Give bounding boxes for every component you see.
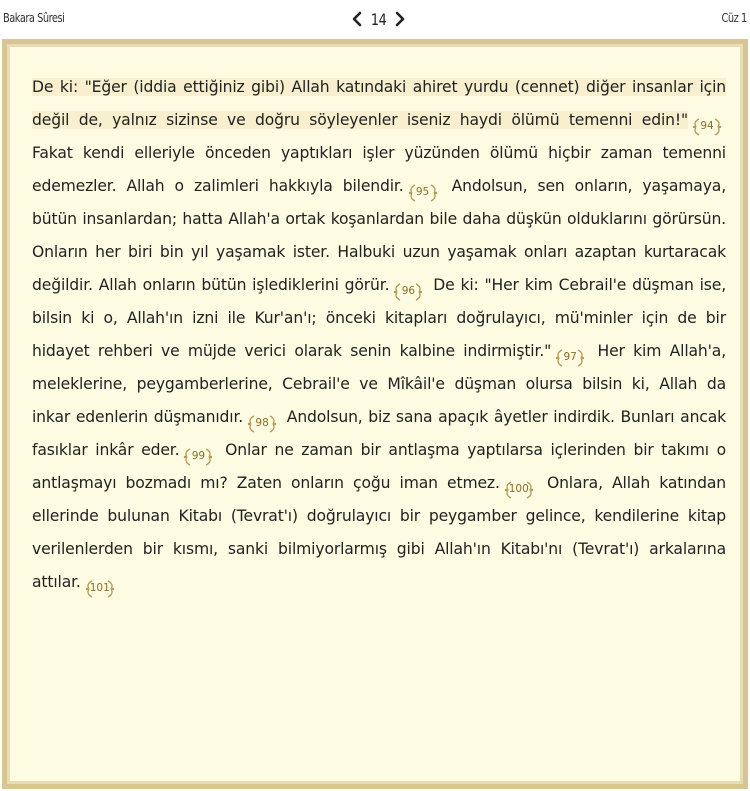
verse-text-99[interactable]: Andolsun, biz sana apaçık âyetler indirdik. Bunları ancak fasıklar inkâr eder.	[32, 408, 727, 459]
verse-text-96[interactable]: Andolsun, sen onların, yaşamaya, bütün insanlardan; hatta Allah'a ortak koşanlardan bile daha düşkün olduklarını görürsün. Onların her biri bin yıl yaşamak ister. Halbuki uzun yaşamak onları azaptan kurtaracak değildir. Allah onların bütün işlediklerini görür.	[32, 177, 726, 294]
verse-number: 97	[563, 351, 577, 363]
verse-number: 100	[508, 483, 529, 495]
verse-marker-100[interactable]	[503, 480, 535, 500]
previous-page-button[interactable]	[349, 9, 365, 29]
verse-marker-101[interactable]	[84, 579, 116, 599]
verse-text-94[interactable]: De ki: "Eğer (iddia ettiğiniz gibi) Allah katındaki ahiret yurdu (cennet) diğer insanlar için değil de, yalnız sizinse ve doğru söyleyenler iseniz haydi ölümü temenni edin!"	[32, 78, 726, 129]
verse-marker-98[interactable]	[246, 414, 278, 434]
verse-number: 99	[191, 450, 206, 462]
verse-number: 96	[401, 285, 416, 297]
verse-text-101[interactable]: Onlara, Allah katından ellerinde bulunan Kitabı (Tevrat'ı) doğrulayıcı bir peygamber gelince, kendilerine kitap verilenlerden bir kısmı, sanki bilmiyorlarmış gibi Allah'ın Kitabı'nı (Tevrat'ı) arkalarına attılar.	[32, 474, 726, 591]
verse-text-97[interactable]: De ki: "Her kim Cebrail'e düşman ise, bilsin ki o, Allah'ın izni ile Kur'an'ı; önceki kitapları doğrulayıcı, mü'minler için de bir hidayet rehberi ve müjde verici olarak senin kalbine indirmiştir."	[32, 276, 726, 360]
juz-name[interactable]: Cüz 1	[721, 11, 747, 25]
verse-number: 98	[255, 417, 269, 429]
verse-text-95[interactable]: Fakat kendi elleriyle önceden yaptıkları işler yüzünden ölümü hiçbir zaman temenni edemezler. Allah o zalimleri hakkıyla bilendir.	[32, 144, 726, 195]
chevron-left-icon	[351, 11, 363, 27]
page-frame	[2, 39, 748, 789]
surah-name[interactable]: Bakara Sûresi	[3, 11, 65, 25]
page-number[interactable]: 14	[370, 9, 387, 29]
next-page-button[interactable]	[392, 9, 408, 29]
verse-number: 101	[89, 582, 110, 594]
verse-number: 94	[700, 120, 714, 132]
verse-marker-95[interactable]	[407, 183, 439, 203]
verse-marker-94[interactable]	[691, 117, 723, 137]
verses-text	[32, 71, 726, 599]
top-bar	[0, 0, 750, 38]
verse-number: 95	[415, 186, 430, 198]
page-navigator	[349, 7, 408, 31]
verse-marker-99[interactable]	[182, 447, 214, 467]
verse-text-100[interactable]: Onlar ne zaman bir antlaşma yaptılarsa içlerinden bir takımı o antlaşmayı bozmadı mı? Zaten onların çoğu iman etmez.	[32, 441, 727, 492]
verse-marker-96[interactable]	[392, 282, 424, 302]
chevron-right-icon	[394, 11, 406, 27]
verse-text-98[interactable]: Her kim Allah'a, meleklerine, peygamberlerine, Cebrail'e ve Mîkâil'e düşman olursa bilsin ki, Allah da inkar edenlerin düşmanıdır.	[32, 342, 727, 426]
verse-marker-97[interactable]	[554, 348, 586, 368]
